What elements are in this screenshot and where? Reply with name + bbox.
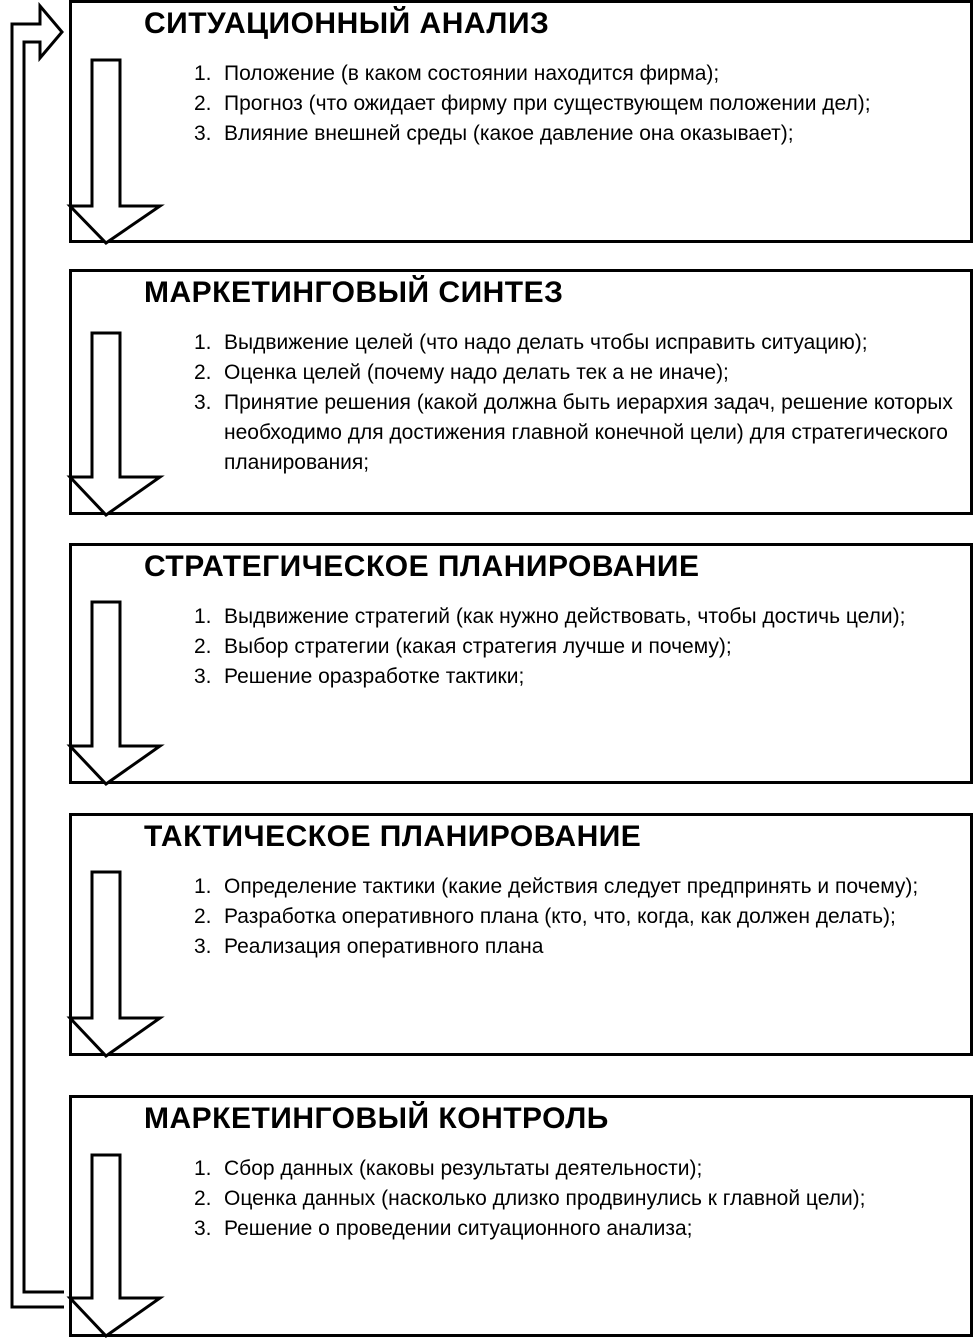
item-text: Выдвижение целей (что надо делать чтобы исправить ситуацию); (224, 331, 868, 354)
item-number: 3. (194, 665, 212, 688)
item-text: Принятие решения (какой должна быть иерархия задач, решение которых необходимо для достижения главной конечной цели) для стратегического планирования; (224, 391, 953, 474)
item-number: 2. (194, 1187, 212, 1210)
block-title: МАРКЕТИНГОВЫЙ КОНТРОЛЬ (144, 1102, 609, 1135)
item-number: 1. (194, 605, 212, 628)
item-number: 3. (194, 935, 212, 958)
down-arrow-icon (70, 872, 160, 1056)
block-title: МАРКЕТИНГОВЫЙ СИНТЕЗ (144, 276, 564, 309)
item-text: Влияние внешней среды (какое давление она оказывает); (224, 122, 794, 145)
item-text: Решение о проведении ситуационного анализа; (224, 1217, 693, 1240)
block-title: СТРАТЕГИЧЕСКОЕ ПЛАНИРОВАНИЕ (144, 550, 700, 583)
block-title: ТАКТИЧЕСКОЕ ПЛАНИРОВАНИЕ (144, 820, 642, 853)
item-number: 1. (194, 331, 212, 354)
item-number: 2. (194, 92, 212, 115)
item-text: Сбор данных (каковы результаты деятельности); (224, 1157, 703, 1180)
item-number: 3. (194, 122, 212, 145)
item-text: Разработка оперативного плана (кто, что, когда, как должен делать); (224, 905, 896, 928)
item-number: 2. (194, 635, 212, 658)
item-number: 1. (194, 1157, 212, 1180)
item-number: 1. (194, 62, 212, 85)
item-text: Оценка целей (почему надо делать тек а не иначе); (224, 361, 729, 384)
item-number: 3. (194, 1217, 212, 1240)
down-arrow-icon (70, 333, 160, 515)
down-arrow-icon (70, 602, 160, 784)
item-text: Положение (в каком состоянии находится фирма); (224, 62, 720, 85)
item-text: Выдвижение стратегий (как нужно действовать, чтобы достичь цели); (224, 605, 906, 628)
item-text: Оценка данных (насколько длизко продвинулись к главной цели); (224, 1187, 866, 1210)
block-title: СИТУАЦИОННЫЙ АНАЛИЗ (144, 7, 550, 40)
item-text: Определение тактики (какие действия следует предпринять и почему); (224, 875, 919, 898)
item-text: Решение оразработке тактики; (224, 665, 525, 688)
item-number: 2. (194, 361, 212, 384)
feedback-loop-arrow (12, 6, 64, 1307)
item-number: 1. (194, 875, 212, 898)
item-number: 3. (194, 391, 212, 414)
item-text: Реализация оперативного плана (224, 935, 544, 958)
down-arrow-icon (70, 60, 160, 243)
item-text: Выбор стратегии (какая стратегия лучше и почему); (224, 635, 732, 658)
item-number: 2. (194, 905, 212, 928)
item-text: Прогноз (что ожидает фирму при существующем положении дел); (224, 92, 871, 115)
down-arrow-icon (70, 1155, 160, 1336)
